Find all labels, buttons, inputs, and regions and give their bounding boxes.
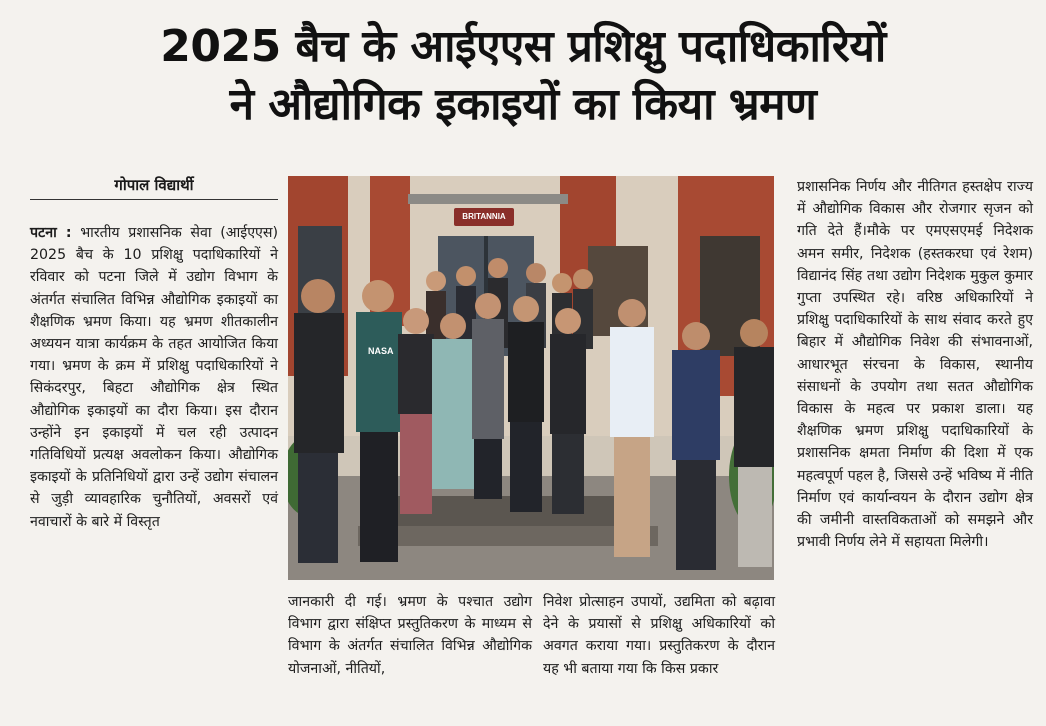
headline xyxy=(0,18,1046,134)
shirt-text: NASA xyxy=(368,346,394,356)
brand-sign-text: BRITANNIA xyxy=(462,212,506,221)
column-mid-2: निवेश प्रोत्साहन उपायों, उद्यमिता को बढ़ावा देने के प्रयासों से प्रशिक्षु अधिकारियों को अवगत कराया गया। प्रस्तुतिकरण के दौरान यह भी बताया गया कि किस प्रकार xyxy=(543,594,775,677)
byline: गोपाल विद्यार्थी xyxy=(30,175,278,200)
column-mid-1: जानकारी दी गई। भ्रमण के पश्चात उद्योग विभाग द्वारा संक्षिप्त प्रस्तुतिकरण के माध्यम से विभाग के अंतर्गत संचालित विभिन्न औद्योगिक योजनाओं, नीतियों, xyxy=(288,594,532,677)
column-left-text: भारतीय प्रशासनिक सेवा (आईएएस) 2025 बैच के 10 प्रशिक्षु पदाधिकारियों ने रविवार को पटना जिले में उद्योग विभाग के अंतर्गत संचालित विभिन्न औद्योगिक इकाइयों का शैक्षणिक भ्रमण किया। यह भ्रमण शीतकालीन अध्ययन यात्रा कार्यक्रम के तहत आयोजित किया गया। भ्रमण के क्रम में प्रशिक्षु पदाधिकारियों ने सिकंदरपुर, बिहटा औद्योगिक क्षेत्र स्थित औद्योगिक इकाइयों का दौरा किया। इस दौरान उन्होंने इन इकाइयों में चल रही उत्पादन गतिविधियों प्रत्यक्ष अवलोकन किया। औद्योगिक इकाइयों के प्रतिनिधियों द्वारा उन्हें उद्योग संचालन से जुड़ी व्यावहारिक चुनौतियों, अवसरों एवं नवाचारों के बारे में विस्तृत xyxy=(30,225,279,530)
group-photo-illustration xyxy=(288,176,774,580)
news-photo xyxy=(288,176,774,580)
dateline: पटना : xyxy=(30,225,72,241)
column-left xyxy=(30,222,278,533)
column-right: प्रशासनिक निर्णय और नीतिगत हस्तक्षेप राज्य में औद्योगिक विकास और रोजगार सृजन को गति देते हैं।मौके पर एमएसएमई निदेशक अमन समीर, निदेशक (हस्तकरघा एवं रेशम) विद्यानंद सिंह तथा उद्योग निदेशक मुकुल कुमार गुप्ता उपस्थित रहे। वरिष्ठ अधिकारियों ने प्रशिक्षु पदाधिकारियों के साथ संवाद करते हुए बिहार में औद्योगिक निवेश की संभावनाओं, आधारभूत संरचना के विकास, स्थानीय संसाधनों के उपयोग तथा सतत औद्योगिक विकास के महत्व पर प्रकाश डाला। यह शैक्षणिक भ्रमण प्रशिक्षु पदाधिकारियों के प्रशासनिक क्षमता निर्माण की दिशा में एक महत्वपूर्ण पहल है, जिससे उन्हें भविष्य में नीति निर्माण एवं कार्यान्वयन के दौरान उद्योग क्षेत्र की जमीनी वास्तविकताओं को समझने और प्रभावी निर्णय लेने में सहायता मिलेगी। xyxy=(797,179,1033,551)
headline-line-1: 2025 बैच के आईएएस प्रशिक्षु पदाधिकारियों xyxy=(160,21,886,72)
headline-line-2: ने औद्योगिक इकाइयों का किया भ्रमण xyxy=(229,79,817,130)
